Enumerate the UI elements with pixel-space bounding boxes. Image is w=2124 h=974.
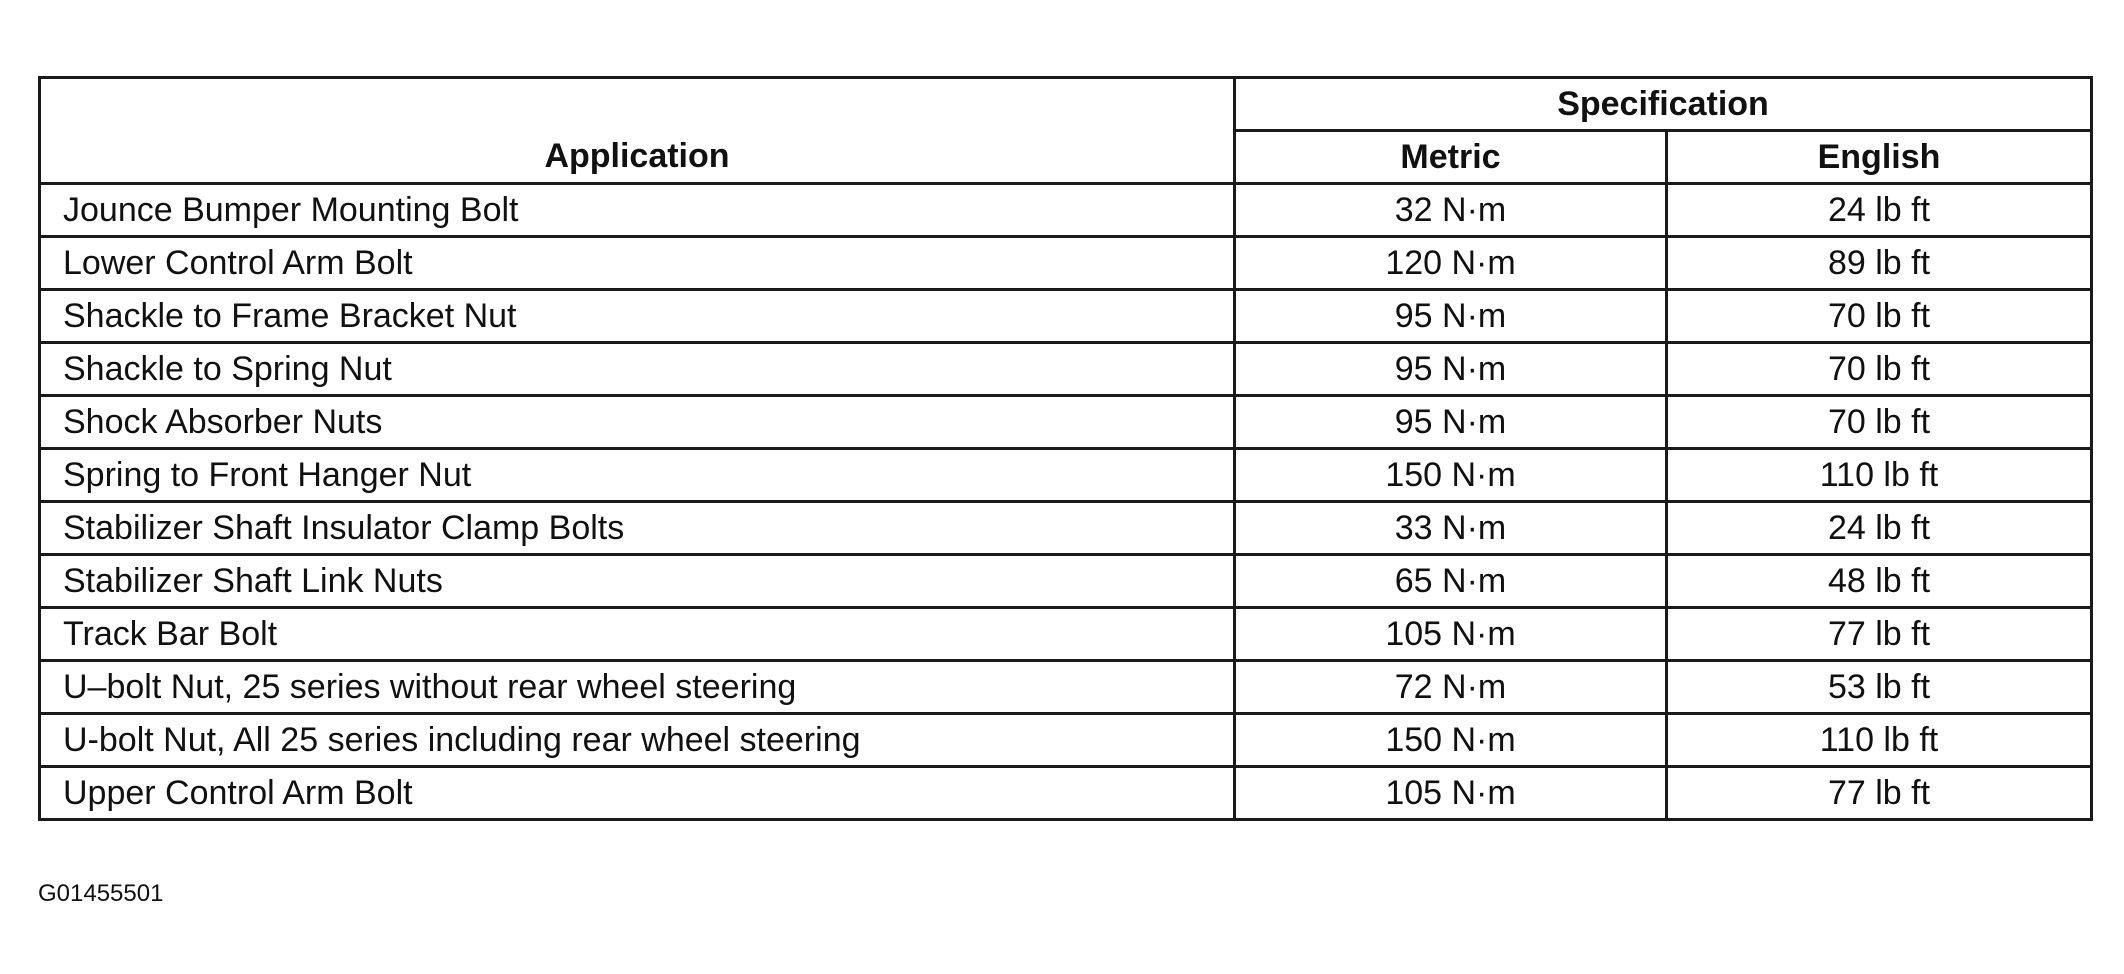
table-header: [40, 78, 2092, 184]
english-cell: 24 lb ft: [1667, 502, 2092, 555]
english-header: English: [1667, 131, 2092, 184]
metric-cell: 95 N·m: [1235, 396, 1667, 449]
application-cell: Stabilizer Shaft Link Nuts: [40, 555, 1235, 608]
metric-cell: 150 N·m: [1235, 449, 1667, 502]
metric-cell: 120 N·m: [1235, 237, 1667, 290]
application-cell: Shackle to Spring Nut: [40, 343, 1235, 396]
table-row: [40, 290, 2092, 343]
table-row: [40, 555, 2092, 608]
metric-cell: 95 N·m: [1235, 290, 1667, 343]
table-row: [40, 767, 2092, 820]
application-cell: Jounce Bumper Mounting Bolt: [40, 184, 1235, 237]
english-cell: 77 lb ft: [1667, 767, 2092, 820]
specification-header: Specification: [1235, 78, 2092, 131]
english-cell: 24 lb ft: [1667, 184, 2092, 237]
application-cell: U-bolt Nut, All 25 series including rear wheel steering: [40, 714, 1235, 767]
metric-cell: 105 N·m: [1235, 608, 1667, 661]
metric-cell: 105 N·m: [1235, 767, 1667, 820]
table-row: [40, 237, 2092, 290]
english-cell: 48 lb ft: [1667, 555, 2092, 608]
table-body: [40, 184, 2092, 820]
english-cell: 89 lb ft: [1667, 237, 2092, 290]
table-row: [40, 502, 2092, 555]
metric-cell: 72 N·m: [1235, 661, 1667, 714]
application-header: Application: [40, 78, 1235, 184]
table-row: [40, 396, 2092, 449]
application-cell: Upper Control Arm Bolt: [40, 767, 1235, 820]
figure-id: G01455501: [38, 880, 164, 907]
english-cell: 70 lb ft: [1667, 290, 2092, 343]
metric-cell: 32 N·m: [1235, 184, 1667, 237]
english-cell: 53 lb ft: [1667, 661, 2092, 714]
application-cell: Shackle to Frame Bracket Nut: [40, 290, 1235, 343]
application-cell: Stabilizer Shaft Insulator Clamp Bolts: [40, 502, 1235, 555]
english-cell: 110 lb ft: [1667, 449, 2092, 502]
table-row: [40, 343, 2092, 396]
table-row: [40, 449, 2092, 502]
application-cell: U–bolt Nut, 25 series without rear wheel steering: [40, 661, 1235, 714]
metric-cell: 150 N·m: [1235, 714, 1667, 767]
english-cell: 77 lb ft: [1667, 608, 2092, 661]
table-row: [40, 714, 2092, 767]
english-cell: 110 lb ft: [1667, 714, 2092, 767]
application-cell: Lower Control Arm Bolt: [40, 237, 1235, 290]
header-row-top: [40, 78, 2092, 131]
table-row: [40, 184, 2092, 237]
metric-cell: 33 N·m: [1235, 502, 1667, 555]
fastener-tightening-specifications-table: [38, 76, 2093, 821]
table-row: [40, 661, 2092, 714]
english-cell: 70 lb ft: [1667, 396, 2092, 449]
metric-cell: 95 N·m: [1235, 343, 1667, 396]
application-cell: Track Bar Bolt: [40, 608, 1235, 661]
application-cell: Shock Absorber Nuts: [40, 396, 1235, 449]
metric-header: Metric: [1235, 131, 1667, 184]
table-row: [40, 608, 2092, 661]
metric-cell: 65 N·m: [1235, 555, 1667, 608]
english-cell: 70 lb ft: [1667, 343, 2092, 396]
application-cell: Spring to Front Hanger Nut: [40, 449, 1235, 502]
